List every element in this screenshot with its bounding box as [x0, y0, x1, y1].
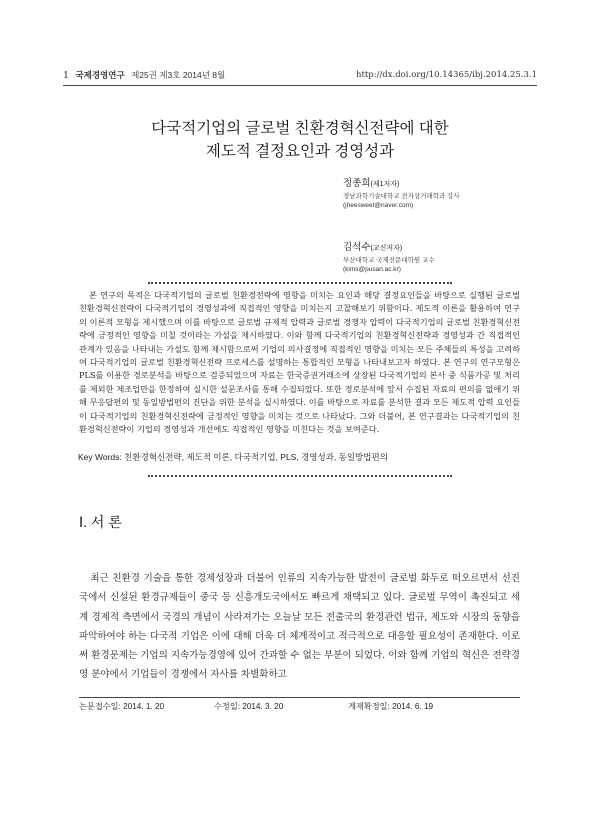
- title-line-2: 제도적 결정요인과 경영성과: [205, 143, 395, 160]
- keywords: [78, 451, 522, 463]
- journal-issue: 제25권 제3호 2014년 8월: [131, 70, 226, 80]
- keywords-label: Key Words:: [78, 452, 122, 462]
- author-name: 정종희: [343, 178, 371, 189]
- author-role: (교신저자): [370, 245, 403, 252]
- author-affiliation: 부산대학교 국제전문대학원 교수: [343, 257, 435, 264]
- running-header: [63, 68, 537, 82]
- keywords-text: 친환경혁신전략, 제도적 이론, 다국적기업, PLS, 경영성과, 동일방법편의: [124, 452, 388, 462]
- section-heading: Ⅰ. 서 론: [79, 514, 122, 530]
- author-email[interactable]: (jheesweet@naver.com): [343, 202, 414, 209]
- page-number: 1: [63, 70, 70, 81]
- abstract-bottom-rule: [148, 475, 452, 477]
- author-corresponding: [343, 241, 435, 274]
- author-affiliation: 경남과학기술대학교 전자상거래학과 강사: [343, 193, 460, 200]
- doi-link[interactable]: http://dx.doi.org/10.14365/ibj.2014.25.3.1: [355, 70, 537, 80]
- author-role: (제1저자): [370, 181, 400, 188]
- author-email[interactable]: (kims@pusan.ac.kr): [343, 266, 401, 273]
- abstract-top-rule: [148, 282, 452, 284]
- body-paragraph: 최근 친환경 기술을 통한 경제성장과 더불어 인류의 지속가능한 발전이 글로벌 화두로 떠오르면서 선진국에서 신설된 환경규제들이 중국 등 신흥개도국에서도 빠르게 채택되고 있다. 글로벌 무역이 촉진되고 세계 경제적 측면에서 국경의 개념이 사라져가는 오늘날 모든 전출국의 환경관련 법규, 제도와 시장의 동향을 파악하여야 하는 다국적 기업은 이에 대해 더욱 더 체계적이고 적극적으로 대응할 필요성이 존재한다. 이로써 환경문제는 기업의 지속가능경영에 있어 간과할 수 없는 부분이 되었다. 이와 함께 기업의 혁신은 전략경영 분야에서 기업들이 경쟁에서 자사를 차별화하고: [79, 573, 520, 681]
- author-first: [343, 177, 460, 210]
- title-line-1: 다국적기업의 글로벌 친환경혁신전략에 대한: [151, 120, 449, 137]
- journal-name: 국제경영연구: [75, 70, 125, 80]
- abstract: 본 연구의 목적은 다국적기업의 글로벌 친환경전략에 영향을 미치는 요인과 해당 결정요인들을 바탕으로 실행된 글로벌 친환경혁신전략이 다국적기업의 경영성과에 직접적인 영향을 미치는지 고찰해보기 위함이다. 제도적 이론을 활용하여 연구의 이론적 모형을 제시했으며 이를 바탕으로 글로벌 규제적 압력과 글로벌 경쟁자 압력이 다국적기업의 글로벌 친환경혁신전략에 긍정적인 영향을 미칠 것이라는 가설을 제시하였다. 이와 함께 다국적기업의 친환경혁신전략과 경영성과 간 직접적인 관계가 있음을 나타내는 가설도 함께 제시함으로써 기업의 의사결정에 직접적인 영향을 미치는 모든 주체들의 특성을 고려하여 다국적기업의 글로벌 친환경혁신전략 프로세스를 설명하는 통합적인 모형을 나타내보고자 하였다. 본 연구의 연구모형은 PLS를 이용한 경로분석을 바탕으로 검증되었으며 자료는 한국증권거래소에 상장된 다국적기업의 본사 중 식품가공 및 처리를 제외한 제조업만을 한정하여 실시한 설문조사를 통해 수집되었다. 또한 경로분석에 앞서 수집된 자료의 편의를 없애기 위해 무응답편의 및 동일방법편의 진단을 위한 분석을 실시하였다. 이를 바탕으로 자료를 분석한 결과 모든 제도적 압력 요인들이 다국적기업의 친환경혁신전략에 긍정적인 영향을 미치는 것으로 나타났다. 그와 더불어, 본 연구결과는 다국적기업의 친환경혁신전략이 기업의 경영성과 개선에도 직접적인 영향을 미친다는 것을 보여준다.: [79, 290, 520, 435]
- author-name: 김석수: [343, 242, 371, 253]
- received-date: 논문접수일: 2014. 1. 20: [79, 702, 165, 711]
- revised-date: 수정일: 2014. 3. 20: [214, 702, 284, 711]
- running-header-left: [63, 69, 229, 81]
- footer-rule: [79, 697, 520, 698]
- accepted-date: 게재확정일: 2014. 6. 19: [348, 702, 434, 711]
- header-rule: [63, 85, 537, 86]
- paper-title: [60, 117, 540, 163]
